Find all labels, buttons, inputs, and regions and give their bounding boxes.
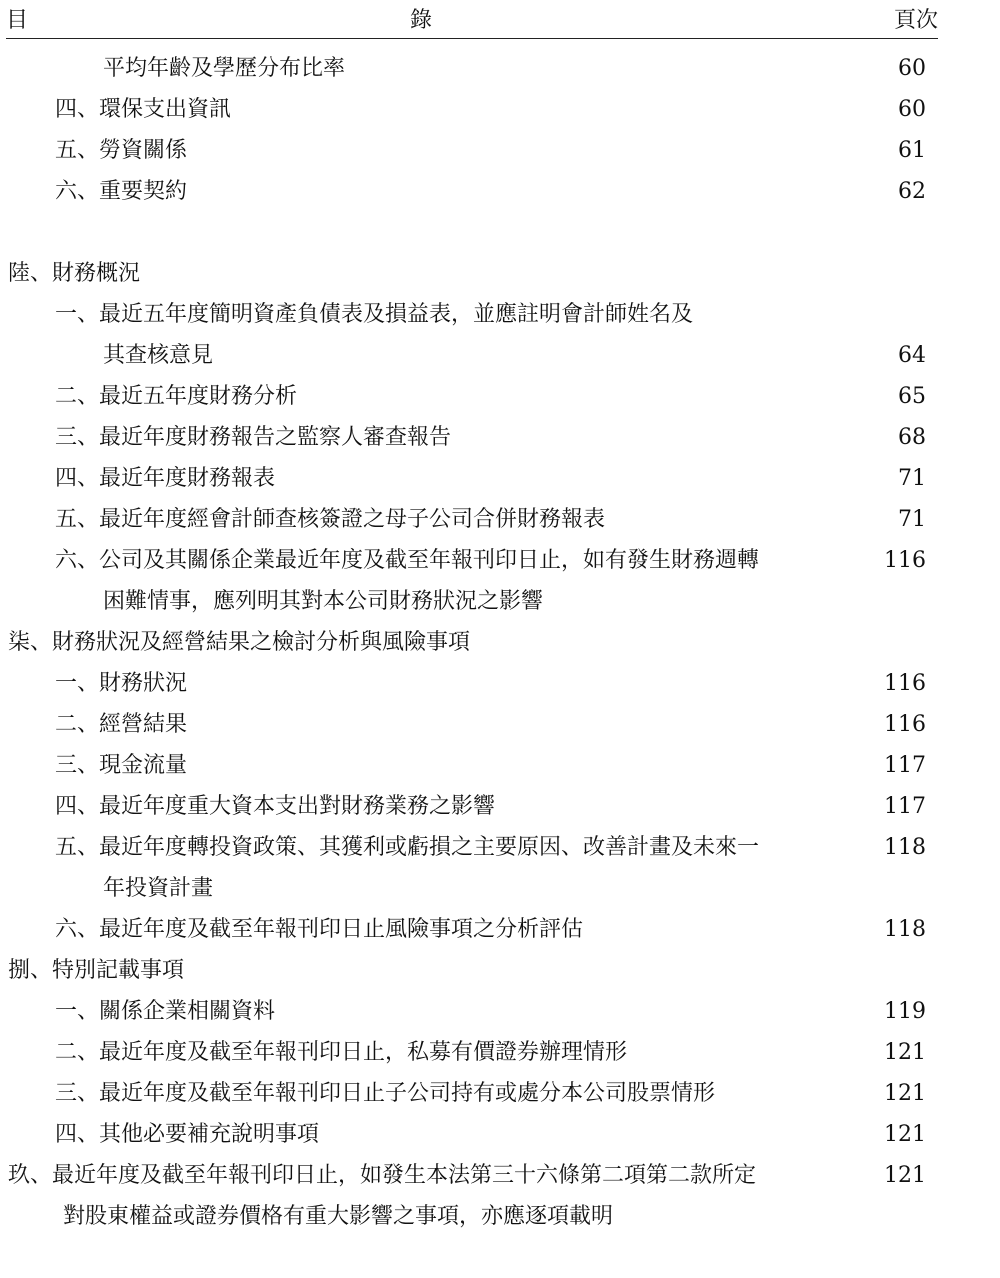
toc-header-left: 目 [6, 8, 29, 33]
toc-entry-text: 五、勞資關係 [55, 138, 188, 163]
toc-page-number: 118 [884, 917, 926, 942]
toc-section-title-continued: 對股東權益或證券價格有重大影響之事項，亦應逐項載明 [63, 1204, 614, 1229]
toc-entry-text: 四、環保支出資訊 [55, 97, 232, 122]
toc-section-row [0, 622, 1000, 663]
toc-row [0, 868, 1000, 909]
toc-entry-text: 平均年齡及學歷分布比率 [103, 56, 346, 81]
toc-section-title: 柒、財務狀況及經營結果之檢討分析與風險事項 [8, 630, 471, 655]
toc-page-number: 64 [898, 343, 926, 368]
toc-page-number: 117 [884, 753, 926, 778]
toc-page-number: 116 [884, 671, 926, 696]
toc-row [0, 1032, 1000, 1073]
toc-section-row [0, 1155, 1000, 1196]
toc-row [0, 745, 1000, 786]
toc-page-number: 119 [884, 999, 926, 1024]
toc-header [6, 4, 938, 39]
toc-section-row [0, 950, 1000, 991]
toc-page-number: 61 [898, 138, 926, 163]
toc-row [0, 89, 1000, 130]
toc-page-number: 71 [898, 507, 926, 532]
toc-row [0, 540, 1000, 581]
toc-row [0, 171, 1000, 212]
toc-row [0, 458, 1000, 499]
toc-page-number: 118 [884, 835, 926, 860]
toc-entry-text: 二、最近年度及截至年報刊印日止，私募有價證券辦理情形 [55, 1040, 628, 1065]
toc-page-number: 116 [884, 712, 926, 737]
toc-row [0, 48, 1000, 89]
toc-row [0, 704, 1000, 745]
toc-row [0, 909, 1000, 950]
toc-header-center: 錄 [410, 8, 433, 33]
toc-entry-text: 三、最近年度及截至年報刊印日止子公司持有或處分本公司股票情形 [55, 1081, 716, 1106]
toc-entry-text: 四、最近年度重大資本支出對財務業務之影響 [55, 794, 496, 819]
toc-row [0, 1073, 1000, 1114]
toc-row [0, 827, 1000, 868]
toc-page-number: 68 [898, 425, 926, 450]
toc-entry-text: 二、最近五年度財務分析 [55, 384, 298, 409]
toc-entry-text: 一、關係企業相關資料 [55, 999, 276, 1024]
toc-entry-text: 六、重要契約 [55, 179, 188, 204]
toc-entry-text: 三、現金流量 [55, 753, 188, 778]
toc-page-number: 121 [884, 1122, 926, 1147]
toc-section-title: 玖、最近年度及截至年報刊印日止，如發生本法第三十六條第二項第二款所定 [8, 1163, 757, 1188]
toc-entry-text: 一、最近五年度簡明資產負債表及損益表，並應註明會計師姓名及 [55, 302, 694, 327]
toc-page-number: 121 [884, 1040, 926, 1065]
toc-section-title: 捌、特別記載事項 [8, 958, 185, 983]
toc-section-row [0, 253, 1000, 294]
toc-row [0, 499, 1000, 540]
toc-page-number: 71 [898, 466, 926, 491]
toc-entry-text: 六、公司及其關係企業最近年度及截至年報刊印日止，如有發生財務週轉 [55, 548, 760, 573]
toc-row [0, 1114, 1000, 1155]
toc-page-number: 62 [898, 179, 926, 204]
toc-page-number: 121 [884, 1163, 926, 1188]
toc-page-number: 65 [898, 384, 926, 409]
toc-row [0, 376, 1000, 417]
toc-row [0, 581, 1000, 622]
toc-entry-text: 二、經營結果 [55, 712, 188, 737]
toc-row [0, 130, 1000, 171]
toc-row [0, 786, 1000, 827]
toc-header-page-label: 頁次 [893, 8, 938, 33]
toc-row [0, 294, 1000, 335]
toc-section-title: 陸、財務概況 [8, 261, 141, 286]
toc-page-number: 117 [884, 794, 926, 819]
toc-entry-text: 五、最近年度轉投資政策、其獲利或虧損之主要原因、改善計畫及未來一 [55, 835, 760, 860]
toc-entry-text: 四、最近年度財務報表 [55, 466, 276, 491]
toc-entry-text: 三、最近年度財務報告之監察人審查報告 [55, 425, 452, 450]
toc-row [0, 335, 1000, 376]
toc-row [0, 663, 1000, 704]
toc-entry-text: 五、最近年度經會計師查核簽證之母子公司合併財務報表 [55, 507, 606, 532]
toc-row [0, 417, 1000, 458]
toc-entry-text: 其查核意見 [103, 343, 214, 368]
toc-entry-text: 年投資計畫 [103, 876, 214, 901]
toc-section-row [0, 1196, 1000, 1237]
toc-row [0, 991, 1000, 1032]
toc-page-number: 121 [884, 1081, 926, 1106]
toc-page-number: 116 [884, 548, 926, 573]
toc-entry-text: 困難情事，應列明其對本公司財務狀況之影響 [103, 589, 544, 614]
toc-entry-text: 四、其他必要補充說明事項 [55, 1122, 320, 1147]
toc-entry-text: 六、最近年度及截至年報刊印日止風險事項之分析評估 [55, 917, 584, 942]
toc-page-number: 60 [898, 97, 926, 122]
toc-entry-text: 一、財務狀況 [55, 671, 188, 696]
toc-page-number: 60 [898, 56, 926, 81]
